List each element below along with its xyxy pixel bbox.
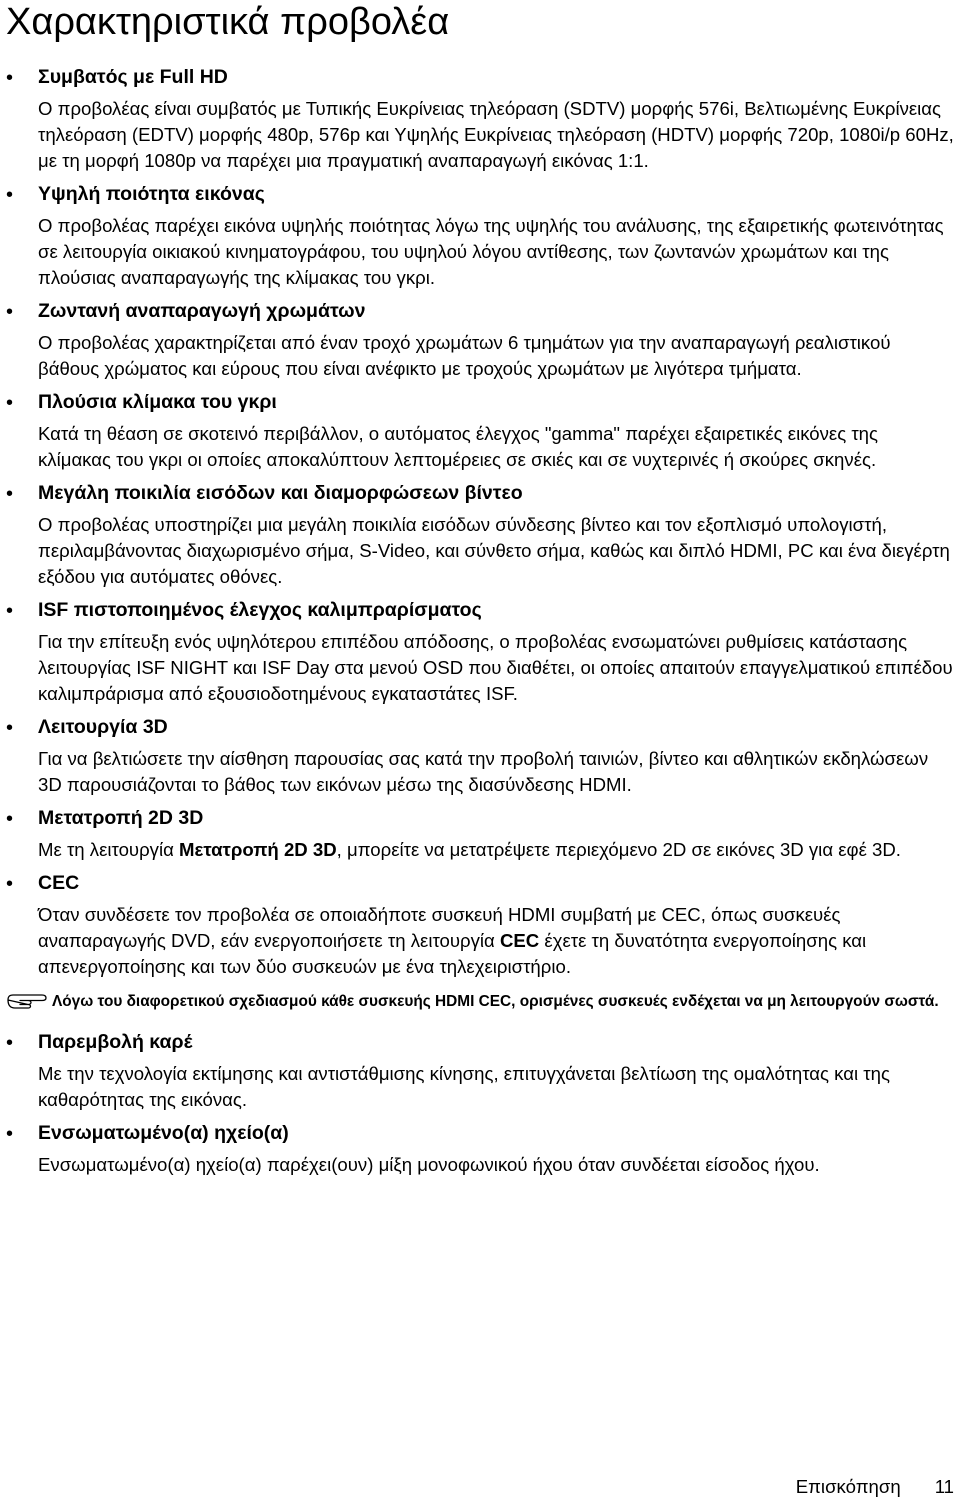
feature-list	[0, 64, 960, 1185]
feature-title: Υψηλή ποιότητα εικόνας	[38, 183, 265, 205]
bullet-icon: •	[6, 717, 14, 739]
list-item	[0, 181, 960, 291]
description-text: , μπορείτε να μετατρέψετε περιεχόμενο 2D σε εικόνες 3D για εφέ 3D.	[336, 839, 901, 860]
feature-title: Παρεμβολή καρέ	[38, 1031, 193, 1053]
feature-description: Ο προβολέας είναι συμβατός με Τυπικής Ευκρίνειας τηλεόραση (SDTV) μορφής 576i, Βελτιωμένης Ευκρίνειας τηλεόραση (EDTV) μορφής 480p, 576p και Υψηλής Ευκρίνειας τηλεόραση (HDTV) μορφής 720p, 1080i/p 60Hz, με τη μορφή 1080p να παρέχει μια πραγματική αναπαραγωγή εικόνας 1:1.	[38, 98, 954, 171]
feature-description: Με την τεχνολογία εκτίμησης και αντιστάθμισης κίνησης, επιτυγχάνεται βελτίωση της ομαλότητας και της καθαρότητας της εικόνας.	[38, 1063, 890, 1110]
description-text: έχετε τη δυνατότητα ενεργοποίησης και απενεργοποίησης και των δύο συσκευών με ένα τηλεχειριστήριο.	[38, 930, 867, 977]
feature-description: Για την επίτευξη ενός υψηλότερου επιπέδου απόδοσης, ο προβολέας ενσωματώνει ρυθμίσεις κατάστασης λειτουργίας ISF NIGHT και ISF Day στα μενού OSD που διαθέτει, οι οποίες απαιτούν επαγγελματικού επιπέδου καλιμπράρισμα από εξουσιοδοτημένους εγκαταστάτες ISF.	[38, 631, 953, 704]
feature-title: Λειτουργία 3D	[38, 716, 168, 738]
feature-description: Για να βελτιώσετε την αίσθηση παρουσίας σας κατά την προβολή ταινιών, βίντεο και αθλητικών εκδηλώσεων 3D παρουσιάζονται το βάθος των εικόνων μέσω της διασύνδεσης HDMI.	[38, 748, 929, 795]
description-text: Όταν συνδέσετε τον προβολέα σε οποιαδήποτε συσκευή HDMI συμβατή με CEC, όπως συσκευές αναπαραγωγής DVD, εάν ενεργοποιήσετε τη λειτουργία	[38, 904, 841, 951]
feature-description: Ο προβολέας υποστηρίζει μια μεγάλη ποικιλία εισόδων σύνδεσης βίντεο και τον εξοπλισμό υπολογιστή, περιλαμβάνοντας διαχωρισμένο σήμα, S-Video, και σύνθετο σήμα, καθώς και διπλό HDMI, PC και ένα διεγέρτη εξόδου για αυτόματες οθόνες.	[38, 514, 950, 587]
bullet-icon: •	[6, 808, 14, 830]
feature-description: Ενσωματωμένο(α) ηχείο(α) παρέχει(ουν) μίξη μονοφωνικού ήχου όταν συνδέεται είσοδος ήχου.	[38, 1154, 820, 1175]
feature-description: Ο προβολέας χαρακτηρίζεται από έναν τροχό χρωμάτων 6 τμημάτων για την αναπαραγωγή ρεαλιστικού βάθους χρώματος και εύρους που είναι ανέφικτο με τροχούς χρωμάτων με λιγότερα τμήματα.	[38, 332, 891, 379]
description-text: Με τη λειτουργία	[38, 839, 180, 860]
page-footer	[796, 1476, 954, 1498]
note-text: Λόγω του διαφορετικού σχεδιασμού κάθε συσκευής HDMI CEC, ορισμένες συσκευές ενδέχεται να μη λειτουργούν σωστά.	[52, 993, 939, 1010]
bullet-icon: •	[6, 483, 14, 505]
list-item	[0, 597, 960, 707]
feature-title: CEC	[38, 872, 80, 894]
feature-description	[38, 902, 956, 980]
footer-section-title: Επισκόπηση	[795, 1476, 901, 1497]
bullet-icon: •	[6, 1123, 14, 1145]
list-item	[0, 64, 960, 174]
note	[0, 987, 960, 1016]
list-item	[0, 805, 960, 863]
feature-title: Πλούσια κλίμακα του γκρι	[38, 391, 277, 413]
feature-title: Μετατροπή 2D 3D	[38, 807, 204, 829]
list-item	[0, 1120, 960, 1178]
feature-name-emphasis: Μετατροπή 2D 3D	[179, 839, 337, 860]
list-item	[0, 714, 960, 798]
list-item	[0, 298, 960, 382]
pointing-hand-icon	[6, 991, 48, 1009]
list-item	[0, 389, 960, 473]
feature-description: Ο προβολέας παρέχει εικόνα υψηλής ποιότητας λόγω της υψηλής του ανάλυσης, της εξαιρετικής φωτεινότητας σε λειτουργία οικιακού κινηματογράφου, του υψηλού λόγου αντίθεσης, των ζωντανών χρωμάτων και της πλούσιας αναπαραγωγής της κλίμακας του γκρι.	[38, 215, 944, 288]
feature-title: Ζωντανή αναπαραγωγή χρωμάτων	[38, 300, 366, 322]
bullet-icon: •	[6, 1032, 14, 1054]
feature-title: ISF πιστοποιημένος έλεγχος καλιμπραρίσματος	[38, 599, 482, 621]
bullet-icon: •	[6, 301, 14, 323]
bullet-icon: •	[6, 392, 14, 414]
feature-description	[38, 837, 956, 863]
bullet-icon: •	[6, 67, 14, 89]
feature-name-emphasis: CEC	[499, 930, 540, 951]
feature-description: Κατά τη θέαση σε σκοτεινό περιβάλλον, ο αυτόματος έλεγχος "gamma" παρέχει εξαιρετικές εικόνες της κλίμακας του γκρι οι οποίες αποκαλύπτουν λεπτομέρειες σε σκιές και σε νυχτερινές ή σκούρες σκηνές.	[38, 423, 878, 470]
feature-title: Συμβατός με Full HD	[38, 66, 228, 88]
bullet-icon: •	[6, 873, 14, 895]
page-number: 11	[934, 1476, 954, 1497]
feature-title: Ενσωματωμένο(α) ηχείο(α)	[38, 1122, 289, 1144]
bullet-icon: •	[6, 184, 14, 206]
feature-title: Μεγάλη ποικιλία εισόδων και διαμορφώσεων βίντεο	[38, 482, 523, 504]
list-item	[0, 1029, 960, 1113]
page-title: Χαρακτηριστικά προβολέα	[6, 1, 450, 43]
bullet-icon: •	[6, 600, 14, 622]
list-item	[0, 480, 960, 590]
list-item	[0, 870, 960, 980]
